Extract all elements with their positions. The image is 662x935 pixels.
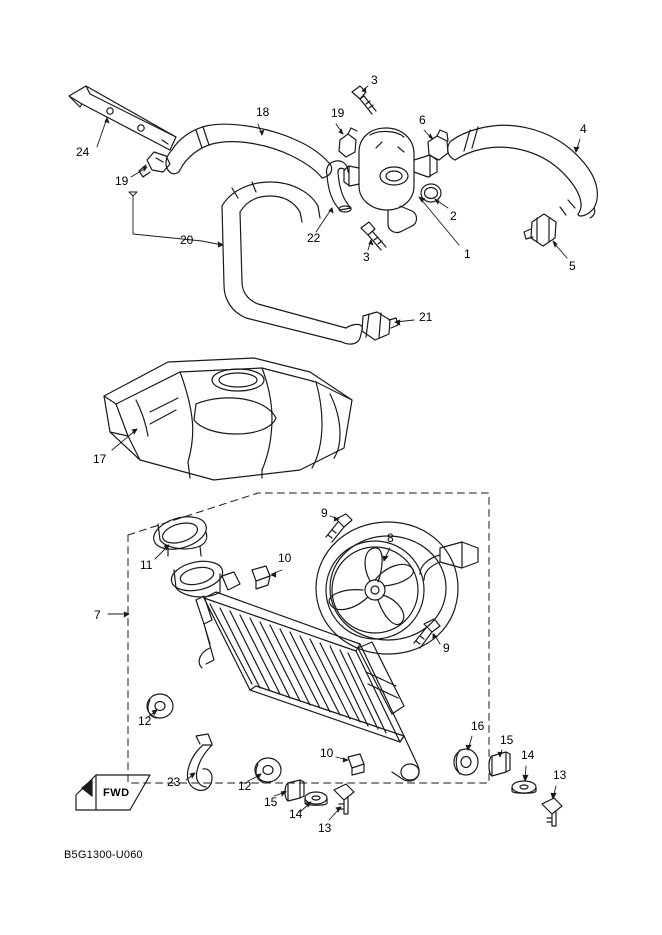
callout-6: 6 <box>419 113 426 127</box>
part-24-stay <box>69 86 176 150</box>
part-22-pipe <box>326 161 351 212</box>
diagram-part-code: B5G1300-U060 <box>64 849 143 861</box>
callout-4: 4 <box>580 122 587 136</box>
part-1-thermostat-housing <box>344 128 437 233</box>
callout-9-upper: 9 <box>321 506 328 520</box>
fwd-label: FWD <box>103 787 130 799</box>
part-10-grommet-lower <box>348 754 364 775</box>
callout-19-upper: 19 <box>331 106 345 120</box>
part-5-clamp <box>524 214 556 246</box>
callout-19-left: 19 <box>115 174 129 188</box>
part-6-clamp <box>428 130 448 160</box>
callout-14-bottom: 14 <box>289 807 303 821</box>
part-16-collar <box>454 749 478 775</box>
part-21-clamp <box>362 312 398 340</box>
callout-16: 16 <box>471 719 485 733</box>
callout-23: 23 <box>167 775 181 789</box>
callout-12-left: 12 <box>138 714 152 728</box>
callout-3-bottom: 3 <box>363 250 370 264</box>
part-8-fan-assembly <box>316 522 478 654</box>
part-12-grommet-lower <box>255 758 281 783</box>
part-14-washer-right <box>512 781 536 793</box>
callout-8: 8 <box>387 531 394 545</box>
part-9-bolt-upper <box>326 514 352 542</box>
part-4-hose <box>448 122 598 218</box>
callout-10-upper: 10 <box>278 551 292 565</box>
callout-3-top: 3 <box>371 73 378 87</box>
callout-13-bottom: 13 <box>318 821 332 835</box>
part-23-bracket <box>187 734 212 790</box>
part-3-bolt-bottom <box>361 222 386 250</box>
callout-21: 21 <box>419 310 433 324</box>
callout-15-right: 15 <box>500 733 514 747</box>
callout-18: 18 <box>256 105 270 119</box>
callout-22: 22 <box>307 231 321 245</box>
callout-14-right: 14 <box>521 748 535 762</box>
callout-15-bottom: 15 <box>264 795 278 809</box>
callout-13-right: 13 <box>553 768 567 782</box>
radiator-filler-neck <box>169 557 226 597</box>
callout-12-lower: 12 <box>238 779 252 793</box>
callout-1: 1 <box>464 247 471 261</box>
radiator-core <box>196 572 419 781</box>
part-19-clamp-left <box>139 152 170 177</box>
callout-11: 11 <box>140 558 153 572</box>
callout-10-lower: 10 <box>320 746 334 760</box>
callout-20: 20 <box>180 233 194 247</box>
part-18-hose <box>166 124 332 178</box>
part-13-bolt-right <box>542 798 562 826</box>
callout-7: 7 <box>94 608 101 622</box>
callout-24: 24 <box>76 145 90 159</box>
part-10-grommet-upper <box>252 566 270 589</box>
callout-5: 5 <box>569 259 576 273</box>
part-11-radiator-cap <box>150 511 210 556</box>
part-17-air-duct <box>104 358 352 480</box>
callout-17: 17 <box>93 452 107 466</box>
callout-9-lower: 9 <box>443 641 450 655</box>
callout-2: 2 <box>450 209 457 223</box>
